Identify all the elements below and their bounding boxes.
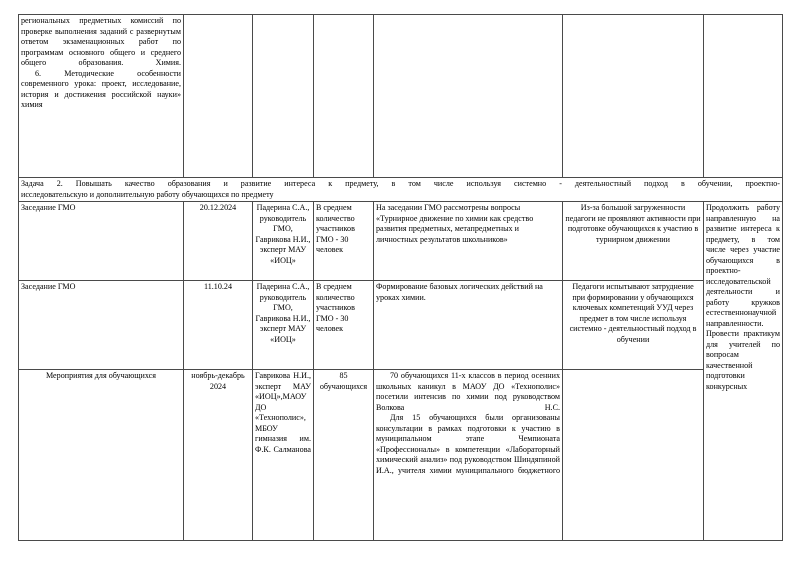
cell-results — [374, 370, 563, 541]
cell-date-continued — [184, 15, 253, 178]
cell-activity: Заседание ГМО — [19, 202, 184, 281]
cell-participants-continued — [314, 15, 374, 178]
cell-date: 20.12.2024 — [184, 202, 253, 281]
cell-date: ноябрь-декабрь 2024 — [184, 370, 253, 541]
cell-problems: Педагоги испытывают затруднение при формировании у обучающихся ключевых компетенций УУД через предмет в том числе используя системно - деятельностный подход в обучении — [563, 281, 704, 370]
task-2-line-1: Задача 2. Повышать качество образования и развитие интереса к предмету, в том числе используя системно - деятельностный подход в обучении, проектно- — [21, 179, 780, 188]
cell-activity: Заседание ГМО — [19, 281, 184, 370]
results-paragraph-1: 70 обучающихся 11-х классов в период осенних школьных каникул в МАОУ ДО «Технополис» посетили интенсив по химии под руководством Волкова Н.С. — [376, 371, 560, 412]
table-row — [19, 202, 783, 281]
cell-results: Формирование базовых логических действий на уроках химии. — [374, 281, 563, 370]
cell-responsible: Гаврикова Н.И., эксперт МАУ «ИОЦ»,МАОУ ДО «Технополис», МБОУ гимназия им. Ф.К. Салманова — [253, 370, 314, 541]
results-paragraph-2: Для 15 обучающихся были организованы консультации в рамках подготовки к участию в муниципальном этапе Чемпионата «Профессионалы» в компетенции «Лабораторный химический анализ» под руководством Шиндяпиной И.А., учителя химии муниципального бюджетного — [376, 413, 560, 475]
cell-problems: Из-за большой загруженности педагоги не проявляют активности при подготовке обучающихся к участию в турнирном движении — [563, 202, 704, 281]
table-row-task-header — [19, 178, 783, 202]
cell-participants: В среднем количество участников ГМО - 30 человек — [314, 202, 374, 281]
cell-responsible: Падерина С.А., руководитель ГМО, Гаврикова Н.И., эксперт МАУ «ИОЦ» — [253, 281, 314, 370]
cell-results-continued — [374, 15, 563, 178]
task-2-line-2: исследовательскую и дополнительную работу обучающихся по предмету — [21, 189, 274, 199]
cell-responsible: Падерина С.А., руководитель ГМО, Гаврикова Н.И., эксперт МАУ «ИОЦ» — [253, 202, 314, 281]
cell-results: На заседании ГМО рассмотрены вопросы «Турнирное движение по химии как средство развития предметных, метапредметных и личностных результатов школьников» — [374, 202, 563, 281]
cell-date: 11.10.24 — [184, 281, 253, 370]
table-row — [19, 281, 783, 370]
cell-activity-continued — [19, 15, 184, 178]
cell-problems — [563, 370, 704, 541]
cell-activity: Мероприятия для обучающихся — [19, 370, 184, 541]
continued-paragraph-1: региональных предметных комиссий по проверке выполнения заданий с развернутым ответом экзаменационных работ по программам основного общего и среднего общего образования. Химия. — [21, 16, 181, 68]
cell-responsible-continued — [253, 15, 314, 178]
cell-problems-continued — [563, 15, 704, 178]
report-table — [18, 14, 783, 541]
cell-task-2 — [19, 178, 783, 202]
table-row — [19, 370, 783, 541]
cell-recommendations-merged: Продолжить работу направленную на развитие интереса к предмету, в том числе через участие обучающихся в проектно-исследовательской деятельности и работу кружков естественнонаучной направленности. Провести практикум для учителей по вопросам качественной подготовки конкурсных — [704, 202, 783, 541]
cell-participants: 85 обучающихся — [314, 370, 374, 541]
continued-paragraph-2: 6. Методические особенности современного урока: проект, исследование, история и достижения российской науки» химия — [21, 68, 181, 110]
cell-recommendations-continued — [704, 15, 783, 178]
table-row-continued — [19, 15, 783, 178]
cell-participants: В среднем количество участников ГМО - 30 человек — [314, 281, 374, 370]
